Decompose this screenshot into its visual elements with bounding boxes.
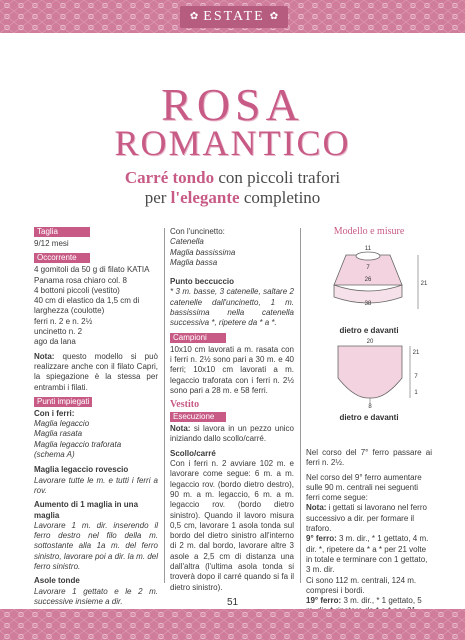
note-paragraph: [170, 424, 294, 445]
footer-band: [0, 609, 465, 640]
materials-item: uncinetto n. 2: [34, 327, 83, 337]
section-heading: Taglia: [34, 227, 90, 237]
subtitle-bold: Carré tondo: [124, 168, 215, 187]
row-label: 19° ferro:: [306, 596, 342, 606]
stitch-title: Asole tonde: [34, 576, 80, 586]
stitch-item: (schema A): [34, 450, 75, 460]
materials-text: 4 gomitoli da 50 g di filato KATIA Panama rosa chiaro col. 8: [34, 265, 150, 285]
section-label: ESTATE: [203, 9, 265, 24]
dimension-label: 21: [420, 281, 428, 287]
stitch-item: Maglia rasata: [34, 429, 83, 439]
stitch-group-label: Con l'uncinetto:: [170, 227, 225, 236]
section-heading: Vestito: [170, 399, 200, 411]
materials-item: 40 cm di elastico da 1,5 cm di larghezza (coulotte): [34, 296, 140, 316]
stitch-item: Maglia legaccio: [34, 419, 90, 429]
size-text: 9/12 mesi: [34, 239, 69, 248]
stitch-text: * 3 m. basse, 3 catenelle, saltare 2 catenelle dall'uncinetto, 1 m. bassissima nella catenella successiva *, ripetere da * a *.: [170, 287, 294, 328]
lace-pattern: [0, 609, 465, 640]
stitch-text: Lavorare 1 gettato e le 2 m. successive insieme a dir.: [34, 586, 158, 606]
row-label: 9° ferro:: [306, 534, 337, 544]
instruction-text: Nel corso del 9° ferro aumentare sulle 90 m. centrali nei seguenti ferri come segue:: [306, 472, 422, 503]
schematic-diagram-yoke: [306, 245, 432, 333]
step-title: Scollo/carré: [170, 448, 216, 458]
instruction-text: Ci sono 112 m. centrali, 124 m. compresi i bordi.: [306, 575, 417, 595]
column-divider: [164, 228, 165, 583]
dimension-label: 7: [414, 374, 418, 380]
column-1: [34, 227, 158, 611]
stitch-item: Maglia bassa: [170, 257, 218, 267]
schematic-drawing: [306, 336, 432, 408]
stitch-text: Lavorare 1 m. dir. inserendo il ferro destro nel filo della m. sottostante alla 1a m. del ferro sinistro, lavorare poi a dir. la m. del ferro sinistro.: [34, 520, 158, 572]
stitch-title: Aumento di 1 maglia in una maglia: [34, 500, 139, 520]
note-text: si lavora in un pezzo unico iniziando dallo scollo/carré.: [170, 424, 294, 444]
note-label: Nota:: [34, 351, 55, 361]
header-band: [0, 0, 465, 33]
flower-icon: ✿: [189, 11, 199, 22]
section-heading: Campioni: [170, 333, 226, 343]
row-text: 3 m. dir., * 1 gettato, 5: [343, 596, 422, 606]
stitch-item: Maglia legaccio traforata: [34, 439, 122, 449]
note-paragraph: [306, 503, 432, 534]
section-banner: [180, 6, 288, 28]
note-text: questo modello si può realizzare anche con il filato Capri, la spiegazione è la stessa per entrambi i filati.: [34, 351, 158, 392]
column-divider: [300, 228, 301, 583]
note-text: i gettati si lavorano nel ferro successivo a dir. per formare il traforo.: [306, 503, 427, 534]
diagram-caption: dietro e davanti: [339, 326, 399, 335]
subtitle-bold: l'elegante: [170, 188, 240, 207]
note-paragraph: [34, 352, 158, 393]
note-label: Nota:: [306, 503, 327, 513]
step-text: Con i ferri n. 2 avviare 102 m. e lavorare come segue: 6 m. a m. legaccio rov. (bordo dietro destro), 90 m. a m. legaccio, 6 m. a m. legaccio rov. (bordo dietro sinistro). Quando il lavoro misura 0,5 cm, lavorare 1 asola tonda sul bordo del dietro sinistro all'interno di 2 m. dal bordo, lavorare altre 3 asole a 2,5 cm di distanza una dall'altra (l'ultima asola tonda si troverà dopo il carré quando si fa il dietro sinistro).: [170, 459, 294, 592]
section-heading: Esecuzione: [170, 412, 226, 422]
dimension-label: 7: [366, 265, 370, 271]
stitch-text: Lavorare tutte le m. e tutti i ferri a rov.: [34, 475, 158, 495]
diagram-caption: dietro e davanti: [339, 413, 399, 422]
dimension-label: 21: [412, 350, 420, 356]
subtitle-text: completino: [239, 188, 321, 207]
materials-item: ago da lana: [34, 337, 76, 347]
section-heading: Occorrente: [34, 253, 90, 263]
section-heading: Modello e misure: [333, 226, 405, 237]
subtitle-line-2: [0, 188, 465, 208]
section-heading: Punti impiegati: [34, 397, 92, 407]
dimension-label: 38: [364, 301, 372, 307]
row-instruction: [306, 534, 432, 575]
dimension-label: 20: [366, 339, 374, 345]
dimension-label: 1: [414, 390, 418, 396]
gauge-text: 10x10 cm lavorati a m. rasata con i ferri n. 2½ sono pari a 30 m. e 40 ferri; 10x10 cm lavorati a m. legaccio traforata con i ferri n. 2½ sono pari a 28 m. e 58 ferri.: [170, 344, 294, 395]
title-line-1: ROSA: [161, 79, 304, 130]
schematic-drawing: [306, 245, 432, 321]
flower-icon: ✿: [269, 11, 279, 22]
row-text: 3 m. dir., * 1 gettato, 4 m. dir. *, ripetere da * a * per 21 volte in totale e terminare con 1 gettato, 3 m. dir.: [306, 534, 429, 575]
note-label: Nota:: [170, 424, 191, 434]
stitch-group-label: Con i ferri:: [34, 408, 75, 418]
schematic-diagram-pants: [306, 336, 432, 420]
stitch-title: Maglia legaccio rovescio: [34, 465, 129, 475]
instruction-text: Nel corso del 7° ferro passare ai ferri n. 2½.: [306, 448, 432, 468]
subtitle-text: per: [144, 188, 171, 207]
subtitle-text: con piccoli trafori: [214, 168, 341, 187]
subtitle-line-1: [0, 168, 465, 188]
title-line-2: ROMANTICO: [114, 123, 351, 163]
page-number: 51: [226, 597, 239, 608]
column-2: [170, 227, 294, 597]
dimension-label: 26: [364, 277, 372, 283]
dimension-label: 8: [368, 404, 372, 408]
materials-item: ferri n. 2 e n. 2½: [34, 316, 93, 326]
stitch-item: Catenella: [170, 237, 204, 247]
stitch-title: Punto beccuccio: [170, 277, 235, 287]
dimension-label: 11: [364, 246, 372, 252]
materials-item: 4 bottoni piccoli (vestito): [34, 285, 120, 295]
stitch-item: Maglia bassissima: [170, 247, 236, 257]
